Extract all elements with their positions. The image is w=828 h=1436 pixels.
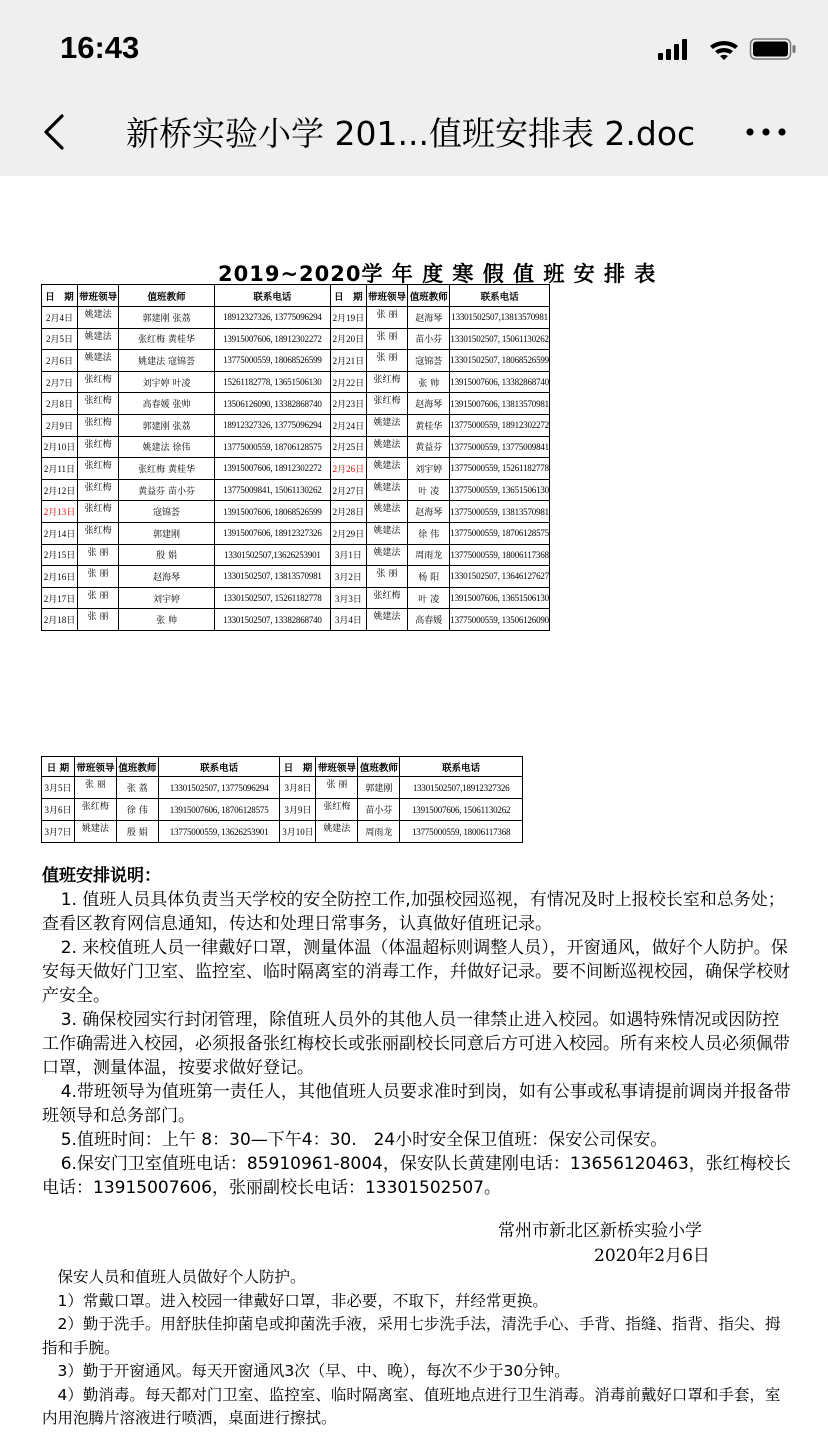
- phone-cell: 18912327326, 13775096294: [214, 307, 330, 329]
- phone-cell: 15261182778, 13651506130: [214, 371, 330, 393]
- note-item: 1. 值班人员具体负责当天学校的安全防控工作,加强校园巡视，有情况及时上报校长室和总务处；查看区教育网信息通知，传达和处理日常事务，认真做好值班记录。: [42, 890, 785, 934]
- date-cell: 2月10日: [42, 436, 78, 458]
- table-row: [42, 350, 550, 372]
- phone-cell: 13775000559, 18068526599: [214, 350, 330, 372]
- teacher-cell: 张 帅: [408, 371, 450, 393]
- leader-cell: 张 丽: [77, 587, 118, 609]
- column-header: 联系电话: [450, 285, 550, 307]
- teacher-cell: 赵海琴: [408, 501, 450, 523]
- teacher-cell: 郭建刚 张荔: [119, 414, 215, 436]
- tip-item: 保安人员和值班人员做好个人防护。: [42, 1268, 306, 1286]
- teacher-cell: 刘宇婷 叶凌: [119, 371, 215, 393]
- date-cell: 3月3日: [330, 587, 366, 609]
- notes-heading: 值班安排说明：: [42, 866, 161, 886]
- table-row: [42, 414, 550, 436]
- teacher-cell: 赵海琴: [408, 393, 450, 415]
- date-cell: 3月9日: [280, 799, 316, 821]
- teacher-cell: 叶 凌: [408, 479, 450, 501]
- date-cell: 3月8日: [280, 777, 316, 799]
- leader-cell: 张红梅: [77, 414, 118, 436]
- leader-cell: 张 丽: [316, 777, 358, 799]
- signature-organization: 常州市新北区新桥实验小学: [498, 1221, 702, 1241]
- leader-cell: 张 丽: [366, 566, 407, 588]
- duty-notes: [42, 864, 792, 1200]
- note-item: 6.保安门卫室值班电话：85910961-8004，保安队长黄建刚电话：13656120463，张红梅校长电话：13915007606，张丽副校长电话：13301502507。: [42, 1154, 791, 1198]
- teacher-cell: 叶 凌: [408, 587, 450, 609]
- phone-cell: 13301502507, 15261182778: [214, 587, 330, 609]
- leader-cell: 张红梅: [77, 501, 118, 523]
- leader-cell: 张红梅: [77, 371, 118, 393]
- date-cell: 2月22日: [330, 371, 366, 393]
- note-item: 2. 来校值班人员一律戴好口罩，测量体温（体温超标则调整人员），开窗通风，做好个人防护。保安每天做好门卫室、监控室、临时隔离室的消毒工作，幷做好记录。要不间断巡视校园，确保学校财产安全。: [42, 938, 790, 1006]
- status-icons: [658, 36, 798, 64]
- table-row: [42, 609, 550, 631]
- leader-cell: 张 丽: [77, 566, 118, 588]
- leader-cell: 张 丽: [77, 609, 118, 631]
- date-cell: 2月17日: [42, 587, 78, 609]
- date-cell: 2月14日: [42, 522, 78, 544]
- column-header: 带班领导: [74, 757, 116, 777]
- leader-cell: 姚建法: [366, 414, 407, 436]
- note-item: 4.带班领导为值班第一责任人，其他值班人员要求准时到岗，如有公事或私事请提前调岗并报备带班领导和总务部门。: [42, 1082, 791, 1126]
- leader-cell: 姚建法: [316, 821, 358, 843]
- battery-icon: [751, 39, 796, 59]
- teacher-cell: 刘宇婷: [119, 587, 215, 609]
- date-cell: 2月12日: [42, 479, 78, 501]
- leader-cell: 张 丽: [77, 544, 118, 566]
- teacher-cell: 郭建刚: [119, 522, 215, 544]
- phone-cell: 13775000559, 13775009841: [450, 436, 550, 458]
- date-cell: 2月20日: [330, 328, 366, 350]
- leader-cell: 姚建法: [366, 436, 407, 458]
- table-row: [42, 799, 523, 821]
- date-cell: 2月7日: [42, 371, 78, 393]
- teacher-cell: 周雨龙: [408, 544, 450, 566]
- teacher-cell: 徐 伟: [408, 522, 450, 544]
- phone-cell: 13775000559, 18006117368: [450, 544, 550, 566]
- more-options-icon[interactable]: [744, 112, 788, 152]
- date-cell: 2月24日: [330, 414, 366, 436]
- phone-cell: 13775000559, 13506126090: [450, 609, 550, 631]
- phone-cell: 13301502507,13626253901: [214, 544, 330, 566]
- date-cell: 2月6日: [42, 350, 78, 372]
- phone-cell: 13775000559, 18706128575: [450, 522, 550, 544]
- date-cell: 2月9日: [42, 414, 78, 436]
- leader-cell: 张 丽: [366, 328, 407, 350]
- protection-tips: [42, 1266, 792, 1431]
- duty-table-2: [41, 756, 523, 843]
- column-header: 带班领导: [316, 757, 358, 777]
- phone-cell: 13915007606, 18706128575: [158, 799, 280, 821]
- leader-cell: 姚建法: [77, 328, 118, 350]
- date-cell: 3月7日: [42, 821, 75, 843]
- leader-cell: 姚建法: [366, 479, 407, 501]
- phone-cell: 13915007606, 18912302272: [214, 458, 330, 480]
- teacher-cell: 郭建刚 张荔: [119, 307, 215, 329]
- phone-cell: 13301502507, 13775096294: [158, 777, 280, 799]
- date-cell: 3月1日: [330, 544, 366, 566]
- leader-cell: 张 丽: [366, 307, 407, 329]
- leader-cell: 姚建法: [366, 522, 407, 544]
- column-header: 带班领导: [366, 285, 407, 307]
- teacher-cell: 张红梅 黄桂华: [119, 458, 215, 480]
- table-row: [42, 821, 523, 843]
- column-header: 日 期: [42, 757, 75, 777]
- signature-date: 2020年2月6日: [594, 1246, 710, 1266]
- column-header: 日 期: [280, 757, 316, 777]
- back-chevron-icon[interactable]: [40, 112, 74, 152]
- leader-cell: 姚建法: [77, 350, 118, 372]
- teacher-cell: 殷 娟: [119, 544, 215, 566]
- date-cell: 3月2日: [330, 566, 366, 588]
- teacher-cell: 寇锦荟: [408, 350, 450, 372]
- table-row: [42, 522, 550, 544]
- phone-cell: 13775009841, 15061130262: [214, 479, 330, 501]
- table-row: [42, 458, 550, 480]
- column-header: 值班教师: [408, 285, 450, 307]
- teacher-cell: 黄益芬 苗小芬: [119, 479, 215, 501]
- date-cell: 2月21日: [330, 350, 366, 372]
- phone-cell: 13915007606, 15061130262: [400, 799, 523, 821]
- table-row: [42, 393, 550, 415]
- teacher-cell: 寇锦荟: [119, 501, 215, 523]
- date-cell: 2月11日: [42, 458, 78, 480]
- teacher-cell: 赵海琴: [119, 566, 215, 588]
- leader-cell: 姚建法: [366, 544, 407, 566]
- wifi-icon: [710, 41, 738, 60]
- phone-cell: 13915007606, 18068526599: [214, 501, 330, 523]
- cellular-signal-icon: [658, 39, 687, 60]
- tip-item: 4）勤消毒。每天都对门卫室、监控室、临时隔离室、值班地点进行卫生消毒。消毒前戴好口罩和手套，室内用泡腾片溶液进行喷洒，桌面进行擦拭。: [42, 1385, 781, 1427]
- leader-cell: 张 丽: [74, 777, 116, 799]
- column-header: 联系电话: [214, 285, 330, 307]
- tip-item: 2）勤于洗手。用舒肤佳抑菌皂或抑菌洗手液，采用七步洗手法，清洗手心、手背、指缝、指背、指尖、拇指和手腕。: [42, 1315, 781, 1357]
- table-row: [42, 587, 550, 609]
- date-cell: 2月26日: [330, 458, 366, 480]
- note-item: 3. 确保校园实行封闭管理，除值班人员外的其他人员一律禁止进入校园。如遇特殊情况或因防控工作确需进入校园，必须报备张红梅校长或张丽副校长同意后方可进入校园。所有来校人员必须佩带口罩，测量体温，按要求做好登记。: [42, 1010, 790, 1078]
- date-cell: 3月4日: [330, 609, 366, 631]
- phone-cell: 13915007606, 18912327326: [214, 522, 330, 544]
- teacher-cell: 张 帅: [119, 609, 215, 631]
- date-cell: 2月18日: [42, 609, 78, 631]
- phone-cell: 13775000559, 15261182778: [450, 458, 550, 480]
- column-header: 联系电话: [400, 757, 523, 777]
- column-header: 日 期: [42, 285, 78, 307]
- leader-cell: 张红梅: [316, 799, 358, 821]
- date-cell: 2月29日: [330, 522, 366, 544]
- leader-cell: 姚建法: [366, 458, 407, 480]
- date-cell: 2月25日: [330, 436, 366, 458]
- leader-cell: 姚建法: [74, 821, 116, 843]
- column-header: 值班教师: [119, 285, 215, 307]
- table-row: [42, 777, 523, 799]
- date-cell: 2月16日: [42, 566, 78, 588]
- date-cell: 2月27日: [330, 479, 366, 501]
- teacher-cell: 杨 阳: [408, 566, 450, 588]
- phone-cell: 13301502507, 13646127627: [450, 566, 550, 588]
- status-time: 16:43: [60, 30, 140, 65]
- date-cell: 2月8日: [42, 393, 78, 415]
- top-bar: [0, 0, 828, 176]
- phone-cell: 13775000559, 18912302272: [450, 414, 550, 436]
- phone-cell: 13775000559, 18006117368: [400, 821, 523, 843]
- phone-cell: 13506126090, 13382868740: [214, 393, 330, 415]
- date-cell: 3月6日: [42, 799, 75, 821]
- date-cell: 2月19日: [330, 307, 366, 329]
- phone-cell: 13775000559, 13813570981: [450, 501, 550, 523]
- leader-cell: 张红梅: [77, 479, 118, 501]
- date-cell: 2月5日: [42, 328, 78, 350]
- phone-cell: 13775000559, 13651506130: [450, 479, 550, 501]
- leader-cell: 张红梅: [366, 393, 407, 415]
- leader-cell: 张红梅: [77, 436, 118, 458]
- teacher-cell: 赵海琴: [408, 307, 450, 329]
- phone-cell: 18912327326, 13775096294: [214, 414, 330, 436]
- teacher-cell: 张 荔: [116, 777, 158, 799]
- leader-cell: 张红梅: [366, 587, 407, 609]
- teacher-cell: 张红梅 黄桂华: [119, 328, 215, 350]
- phone-cell: 13301502507, 13382868740: [214, 609, 330, 631]
- column-header: 值班教师: [116, 757, 158, 777]
- table-row: [42, 544, 550, 566]
- date-cell: 2月4日: [42, 307, 78, 329]
- leader-cell: 张 丽: [366, 350, 407, 372]
- column-header: 联系电话: [158, 757, 280, 777]
- phone-cell: 13301502507, 15061130262: [450, 328, 550, 350]
- table-row: [42, 479, 550, 501]
- column-header: 日 期: [330, 285, 366, 307]
- teacher-cell: 姚建法 徐伟: [119, 436, 215, 458]
- phone-cell: 13301502507,13813570981: [450, 307, 550, 329]
- teacher-cell: 苗小芬: [358, 799, 400, 821]
- teacher-cell: 姚建法 寇锦荟: [119, 350, 215, 372]
- phone-cell: 13775000559, 18706128575: [214, 436, 330, 458]
- phone-cell: 13301502507, 18068526599: [450, 350, 550, 372]
- leader-cell: 姚建法: [366, 501, 407, 523]
- teacher-cell: 郭建刚: [358, 777, 400, 799]
- column-header: 带班领导: [77, 285, 118, 307]
- teacher-cell: 黄益芬: [408, 436, 450, 458]
- schedule-title: 2019~2020学 年 度 寒 假 值 班 安 排 表: [218, 262, 657, 286]
- teacher-cell: 徐 伟: [116, 799, 158, 821]
- date-cell: 2月28日: [330, 501, 366, 523]
- duty-table-1: [41, 284, 550, 631]
- teacher-cell: 黄桂华: [408, 414, 450, 436]
- phone-cell: 13301502507,18912327326: [400, 777, 523, 799]
- teacher-cell: 高春媛 张帅: [119, 393, 215, 415]
- phone-cell: 13775000559, 13626253901: [158, 821, 280, 843]
- phone-cell: 13915007606, 18912302272: [214, 328, 330, 350]
- phone-cell: 13915007606, 13651506130: [450, 587, 550, 609]
- teacher-cell: 高春媛: [408, 609, 450, 631]
- table-row: [42, 371, 550, 393]
- teacher-cell: 刘宇婷: [408, 458, 450, 480]
- teacher-cell: 苗小芬: [408, 328, 450, 350]
- phone-cell: 13301502507, 13813570981: [214, 566, 330, 588]
- teacher-cell: 周雨龙: [358, 821, 400, 843]
- phone-cell: 13915007606, 13813570981: [450, 393, 550, 415]
- tip-item: 3）勤于开窗通风。每天开窗通风3次（早、中、晚），每次不少于30分钟。: [42, 1362, 570, 1380]
- leader-cell: 姚建法: [366, 609, 407, 631]
- leader-cell: 张红梅: [77, 522, 118, 544]
- tip-item: 1）常戴口罩。进入校园一律戴好口罩，非必要，不取下，幷经常更换。: [42, 1291, 548, 1310]
- phone-cell: 13915007606, 13382868740: [450, 371, 550, 393]
- note-item: 5.值班时间：上午 8：30—下午4：30. 24小时安全保卫值班：保安公司保安。: [60, 1130, 668, 1150]
- date-cell: 2月23日: [330, 393, 366, 415]
- leader-cell: 张红梅: [74, 799, 116, 821]
- table-row: [42, 328, 550, 350]
- date-cell: 3月10日: [280, 821, 316, 843]
- date-cell: 3月5日: [42, 777, 75, 799]
- table-row: [42, 307, 550, 329]
- document-title: 新桥实验小学 201...值班安排表 2.doc: [126, 114, 696, 153]
- table-row: [42, 566, 550, 588]
- column-header: 值班教师: [358, 757, 400, 777]
- leader-cell: 张红梅: [77, 458, 118, 480]
- table-row: [42, 436, 550, 458]
- leader-cell: 姚建法: [77, 307, 118, 329]
- table-row: [42, 501, 550, 523]
- leader-cell: 张红梅: [366, 371, 407, 393]
- date-cell: 2月15日: [42, 544, 78, 566]
- date-cell: 2月13日: [42, 501, 78, 523]
- teacher-cell: 殷 娟: [116, 821, 158, 843]
- leader-cell: 张红梅: [77, 393, 118, 415]
